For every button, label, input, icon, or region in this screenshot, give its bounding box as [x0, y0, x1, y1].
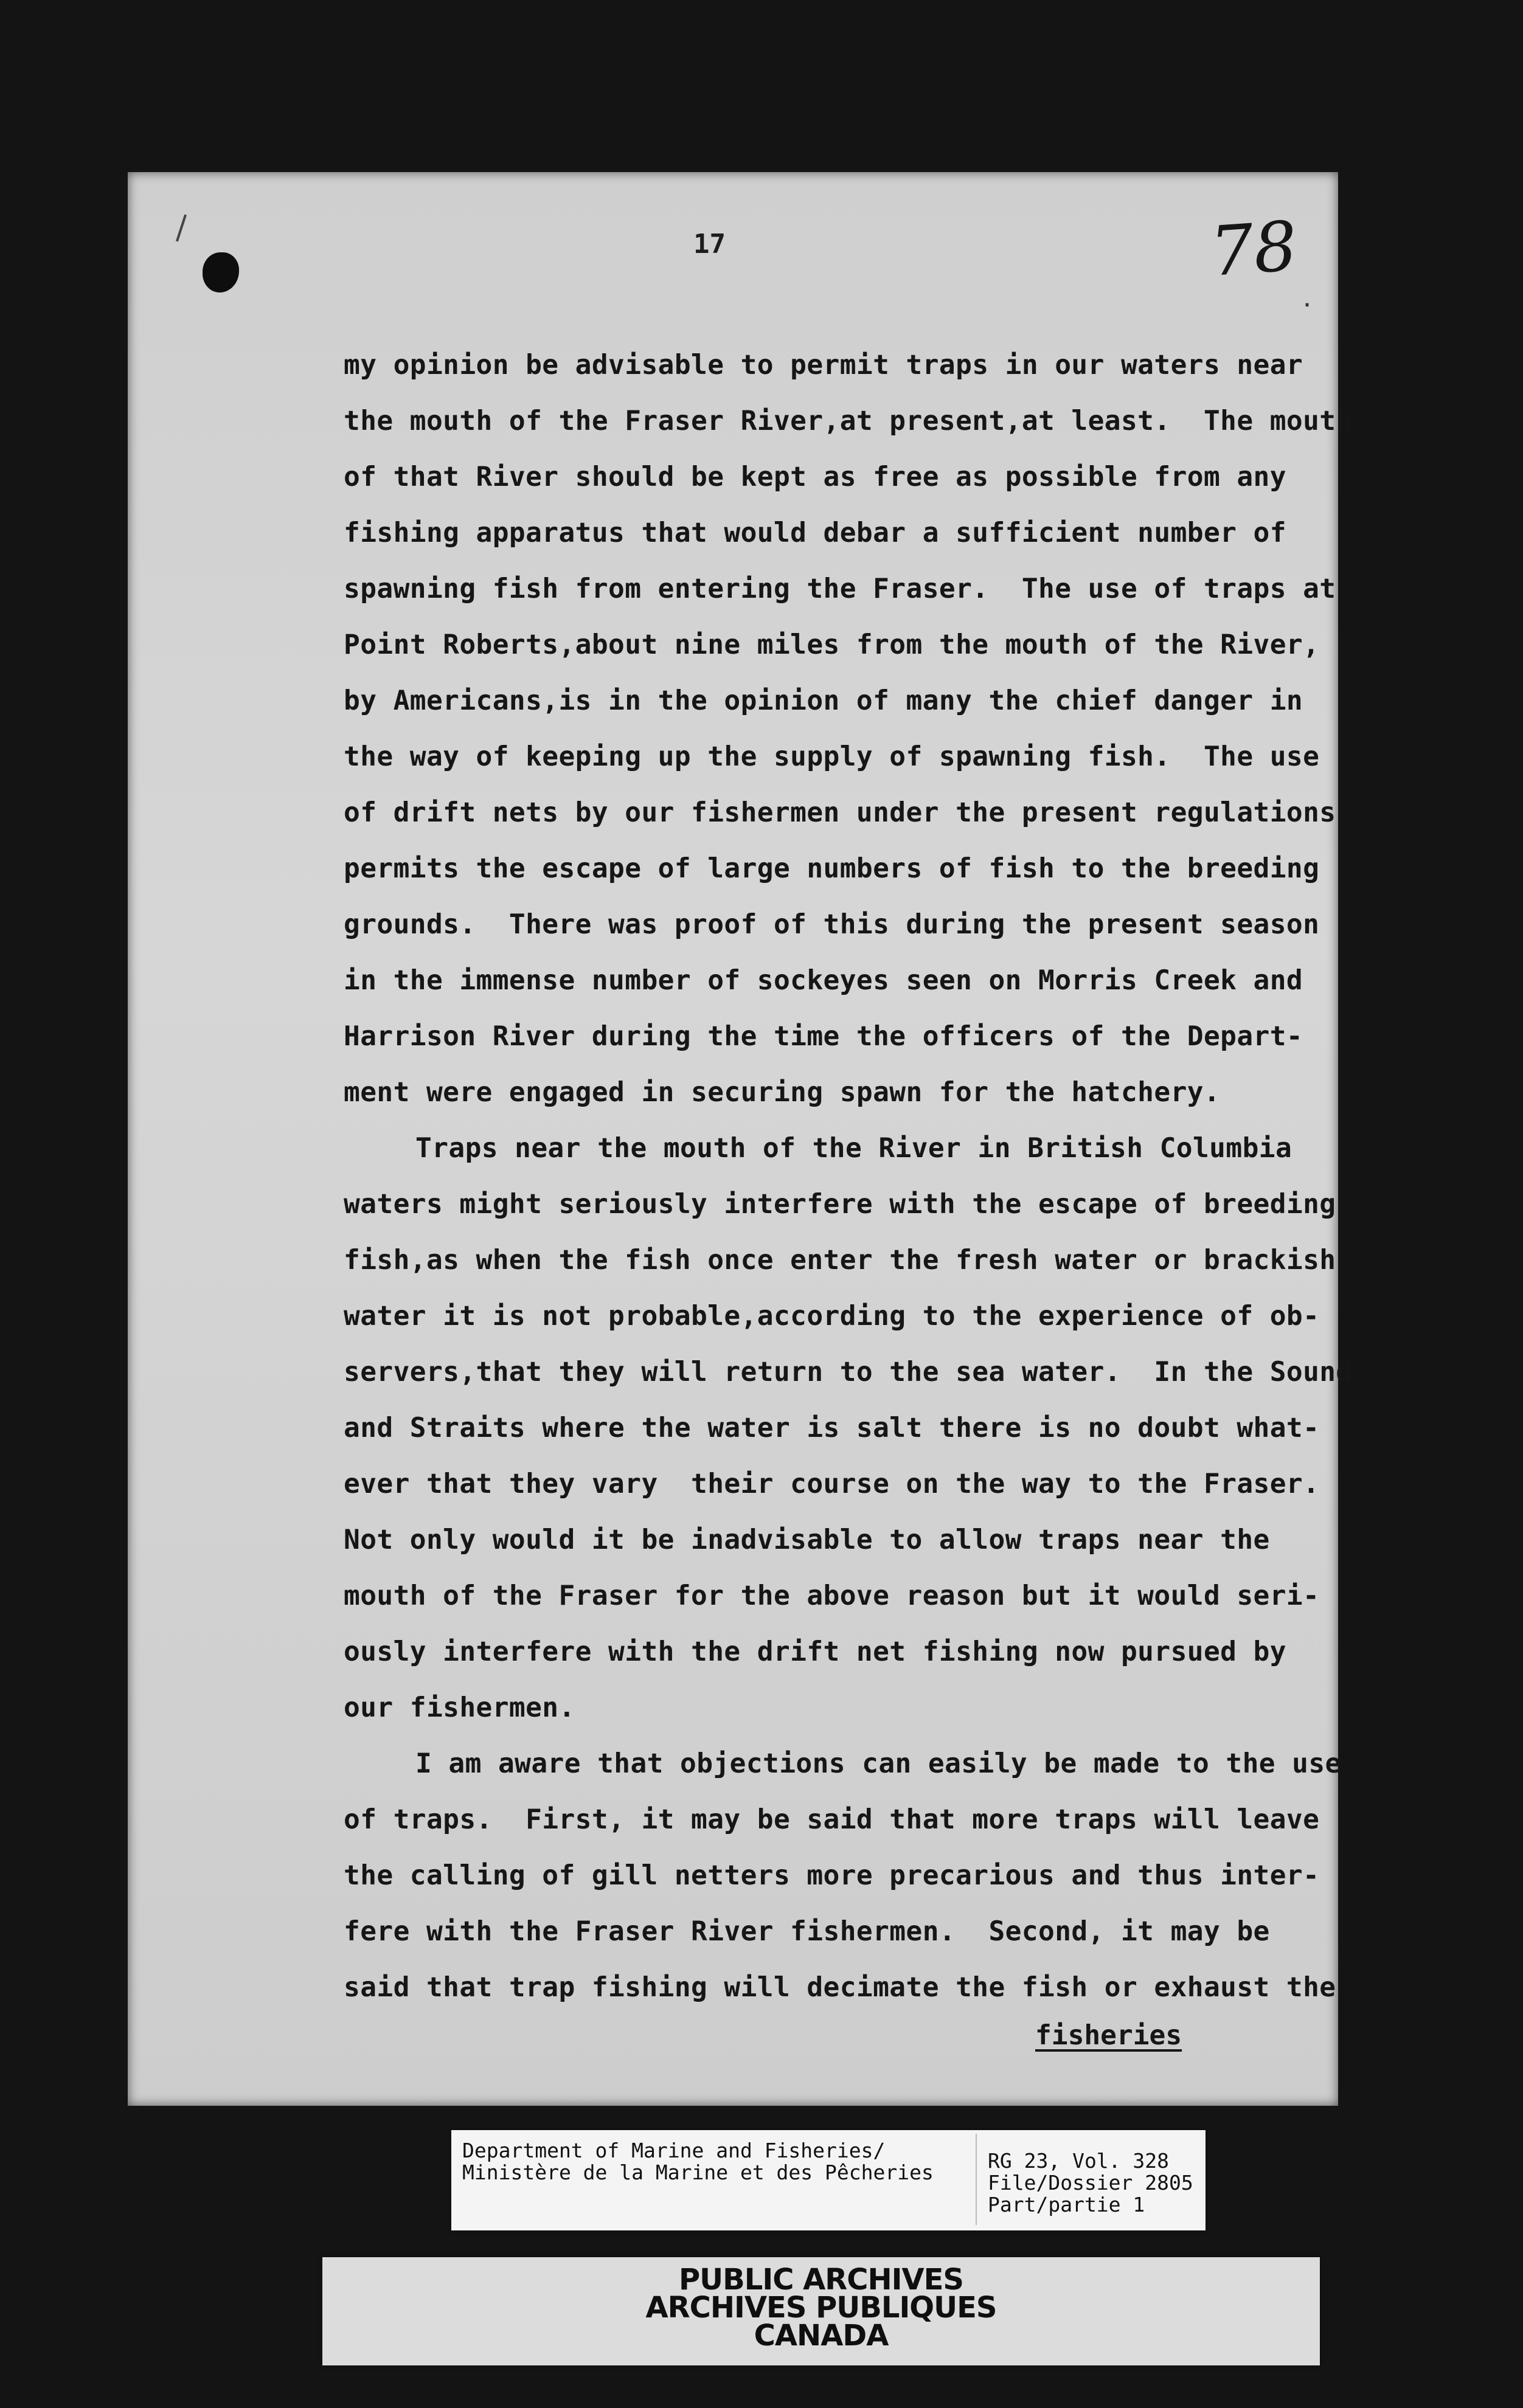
- department-english: Department of Marine and Fisheries/: [462, 2139, 886, 2162]
- text-line: grounds. There was proof of this during the present season: [344, 909, 1320, 940]
- stamp-line-french: ARCHIVES PUBLIQUES: [645, 2291, 997, 2325]
- stamp-line-english: PUBLIC ARCHIVES: [679, 2263, 963, 2297]
- text-line: fishing apparatus that would debar a sufficient number of: [344, 517, 1286, 548]
- archive-reference-label: [451, 2130, 1206, 2230]
- text-line: ment were engaged in securing spawn for the hatchery.: [344, 1077, 1221, 1108]
- text-line: Harrison River during the time the officers of the Depart-: [344, 1021, 1303, 1052]
- text-line: of traps. First, it may be said that more traps will leave: [344, 1804, 1320, 1835]
- record-group: RG 23, Vol. 328: [988, 2149, 1170, 2173]
- text-line: fere with the Fraser River fishermen. Second, it may be: [344, 1916, 1270, 1947]
- part-number: Part/partie 1: [988, 2193, 1145, 2216]
- department-french: Ministère de la Marine et des Pêcheries: [462, 2161, 934, 2184]
- file-reference: [988, 2150, 1193, 2216]
- text-line: the mouth of the Fraser River,at present,at least. The mouth: [344, 406, 1353, 437]
- typed-body-text: [344, 337, 1353, 2016]
- text-line: the calling of gill netters more precarious and thus inter-: [344, 1860, 1320, 1891]
- label-divider: [976, 2134, 977, 2225]
- handwritten-folio-number: 78: [1207, 207, 1300, 292]
- text-line: and Straits where the water is salt there is no doubt what-: [344, 1413, 1320, 1444]
- text-line: by Americans,is in the opinion of many the chief danger in: [344, 685, 1303, 716]
- text-line: our fishermen.: [344, 1692, 575, 1723]
- text-line: fish,as when the fish once enter the fresh water or brackish: [344, 1245, 1336, 1276]
- edge-mark: ·: [1302, 295, 1313, 316]
- text-line: water it is not probable,according to the experience of ob-: [344, 1301, 1320, 1332]
- text-line: of drift nets by our fishermen under the present regulations: [344, 797, 1336, 828]
- text-line: mouth of the Fraser for the above reason but it would seri-: [344, 1580, 1320, 1611]
- text-line: Not only would it be inadvisable to allow traps near the: [344, 1524, 1270, 1555]
- page-number: 17: [693, 229, 726, 260]
- department-names: [462, 2140, 934, 2184]
- text-line: spawning fish from entering the Fraser. The use of traps at: [344, 573, 1336, 604]
- text-line: servers,that they will return to the sea water. In the Sound: [344, 1357, 1353, 1388]
- paragraph-start-line: Traps near the mouth of the River in British Columbia: [415, 1133, 1292, 1164]
- text-line: ously interfere with the drift net fishing now pursued by: [344, 1636, 1286, 1667]
- text-line: Point Roberts,about nine miles from the mouth of the River,: [344, 629, 1320, 660]
- text-line: waters might seriously interfere with the escape of breeding: [344, 1189, 1336, 1220]
- text-line: in the immense number of sockeyes seen on Morris Creek and: [344, 965, 1303, 996]
- text-line: permits the escape of large numbers of fish to the breeding: [344, 853, 1320, 884]
- paragraph-start-line: I am aware that objections can easily be made to the use: [415, 1748, 1342, 1779]
- text-line: ever that they vary their course on the way to the Fraser.: [344, 1469, 1320, 1500]
- file-number: File/Dossier 2805: [988, 2171, 1193, 2195]
- archive-stamp-text: [322, 2263, 1320, 2353]
- text-line: the way of keeping up the supply of spawning fish. The use: [344, 741, 1320, 772]
- text-line: my opinion be advisable to permit traps in our waters near: [344, 350, 1303, 381]
- stamp-line-country: CANADA: [754, 2319, 889, 2353]
- text-line: said that trap fishing will decimate the fish or exhaust the: [344, 1972, 1336, 2003]
- text-line: of that River should be kept as free as possible from any: [344, 462, 1286, 493]
- archive-stamp: [322, 2257, 1320, 2365]
- catchword: fisheries: [1035, 2020, 1182, 2051]
